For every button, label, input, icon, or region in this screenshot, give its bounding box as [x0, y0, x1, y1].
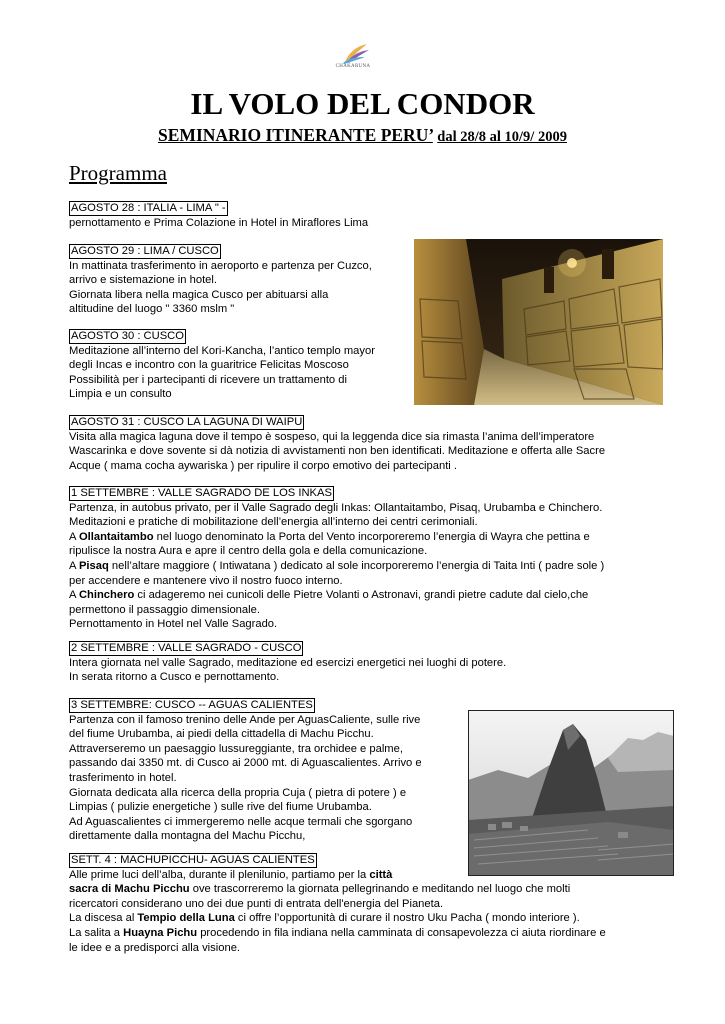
cusco-street-photo — [414, 239, 663, 405]
day-section — [69, 486, 604, 632]
text-run: Alle prime luci dell’alba, durante il plenilunio, partiamo per la — [69, 868, 370, 881]
text-run: Limpias ( pulizie energetiche ) sulle rive del fiume Urubamba. — [69, 801, 372, 814]
text-run: Giornata libera nella magica Cusco per abituarsi alla — [69, 288, 329, 301]
description-line — [69, 444, 605, 459]
description-line — [69, 559, 604, 574]
description-line — [69, 501, 604, 516]
description-line — [69, 373, 375, 388]
text-run: ci adageremo nei cunicoli delle Pietre Volanti o Astronavi, grandi pietre cadute dal cielo,che — [134, 589, 589, 602]
description-line — [69, 897, 606, 912]
text-run: Visita alla magica laguna dove il tempo è sospeso, qui la leggenda dice sia rimasta l’anima dell’imperatore — [69, 430, 595, 443]
description-line — [69, 216, 368, 231]
text-run: nell’altare maggiore ( Intiwatana ) dedicato al sole incorporeremo l’energia di Taita Inti ( padre sole ) — [108, 559, 605, 572]
text-run: Possibilità per i partecipanti di ricevere un trattamento di — [69, 373, 347, 386]
text-run: procedendo in fila indiana nella camminata di consapevolezza ci aiuta riordinare e — [197, 926, 606, 939]
day-heading: AGOSTO 28 : ITALIA - LIMA " - — [71, 202, 226, 214]
day-heading: AGOSTO 30 : CUSCO — [71, 330, 184, 342]
description-line — [69, 515, 604, 530]
day-section — [69, 201, 368, 230]
place-name: Ollantaitambo — [78, 530, 154, 543]
document-title: IL VOLO DEL CONDOR — [190, 86, 535, 121]
description-line — [69, 926, 606, 941]
place-name: Tempio della Luna — [137, 912, 235, 925]
text-run: Acque ( mama cocha aywariska ) per ripulire il corpo emotivo dei partecipanti . — [69, 459, 458, 472]
description-line — [69, 941, 606, 956]
text-run: per accendere e mantenere vivo il nostro fuoco interno. — [69, 574, 343, 587]
description-line — [69, 574, 604, 589]
description-line — [69, 815, 422, 830]
place-name: Chinchero — [78, 589, 135, 602]
place-name: sacra di Machu Picchu — [69, 883, 190, 896]
description-line — [69, 344, 375, 359]
text-run: nel luogo denominato la Porta del Vento incorporeremo l’energia di Wayra che pettina e — [153, 530, 590, 543]
text-run: A — [69, 530, 79, 543]
day-section — [69, 415, 605, 473]
text-run: ricercatori considerano uno dei due punti di entrata dell'energia del Pianeta. — [69, 897, 444, 910]
description-line — [69, 911, 606, 926]
description-line — [69, 603, 604, 618]
day-heading: 3 SETTEMBRE: CUSCO -- AGUAS CALIENTES — [71, 699, 313, 711]
description-line — [69, 742, 422, 757]
day-section — [69, 641, 506, 685]
description-line — [69, 430, 605, 445]
text-run: arrivo e sistemazione in hotel. — [69, 274, 217, 287]
description-line — [69, 617, 604, 632]
text-run: le idee e a predisporci alla visione. — [69, 941, 241, 954]
machu-picchu-photo — [468, 710, 674, 876]
text-run: trasferimento in hotel. — [69, 771, 177, 784]
text-run: pernottamento e Prima Colazione in Hotel in Miraflores Lima — [69, 216, 369, 229]
logo-wordmark: CHAKARUNA — [335, 64, 371, 69]
description-line — [69, 656, 506, 671]
description-line — [69, 273, 372, 288]
text-run: Pernottamento in Hotel nel Valle Sagrado. — [69, 618, 278, 631]
text-run: Meditazione all’interno del Kori-Kancha, l’antico templo mayor — [69, 344, 375, 357]
document-subtitle — [0, 124, 725, 148]
day-heading: AGOSTO 31 : CUSCO LA LAGUNA DI WAIPU — [71, 416, 303, 428]
day-heading: 2 SETTEMBRE : VALLE SAGRADO - CUSCO — [71, 642, 302, 654]
text-run: ci offre l’opportunità di curare il nostro Uku Pacha ( mondo interiore ). — [234, 912, 580, 925]
text-run: Meditazioni e pratiche di mobilitazione dell’energia all’interno dei centri cerimoniali. — [69, 516, 478, 529]
day-section — [69, 244, 372, 317]
description-line — [69, 727, 422, 742]
text-run: A — [69, 589, 79, 602]
description-line — [69, 387, 375, 402]
text-run: In mattinata trasferimento in aeroporto e partenza per Cuzco, — [69, 259, 372, 272]
chakaruna-logo — [331, 42, 375, 76]
subtitle-main: SEMINARIO ITINERANTE PERU’ — [158, 125, 433, 145]
description-line — [69, 588, 604, 603]
text-run: ove trascorreremo la giornata pellegrinando e meditando nel luogo che molti — [189, 883, 571, 896]
text-run: Attraverseremo un paesaggio lussureggiante, tra orchidee e palme, — [69, 742, 403, 755]
subtitle-dates: dal 28/8 al 10/9/ 2009 — [437, 129, 567, 145]
text-run: Partenza, in autobus privato, per il Valle Sagrado degli Inkas: Ollantaitambo, Pisaq, Urubamba e Chinchero. — [69, 501, 603, 514]
text-run: Partenza con il famoso trenino delle Ande per AguasCaliente, sulle rive — [69, 713, 421, 726]
condor-feather-icon — [331, 42, 375, 64]
description-line — [69, 800, 422, 815]
text-run: direttamente dalla montagna del Machu Picchu, — [69, 830, 306, 843]
day-heading: 1 SETTEMBRE : VALLE SAGRADO DE LOS INKAS — [71, 487, 332, 499]
text-run: La salita a — [69, 926, 124, 939]
description-line — [69, 530, 604, 545]
day-section — [69, 329, 375, 402]
text-run: del fiume Urubamba, ai piedi della cittadella di Machu Picchu. — [69, 728, 374, 741]
text-run: Wascarinka e dove sovente si dà notizia di avvistamenti non ben identificati. Meditazione e offerta alle Sacre — [69, 445, 606, 458]
description-line — [69, 756, 422, 771]
text-run: In serata ritorno a Cusco e pernottamento. — [69, 671, 280, 684]
programma-heading: Programma — [69, 161, 167, 185]
description-line — [69, 713, 422, 728]
description-line — [69, 288, 372, 303]
description-line — [69, 358, 375, 373]
text-run: A — [69, 559, 79, 572]
text-run: Ad Aguascalientes ci immergeremo nelle acque termali che sgorgano — [69, 815, 413, 828]
description-line — [69, 544, 604, 559]
day-heading: SETT. 4 : MACHUPICCHU- AGUAS CALIENTES — [71, 854, 315, 866]
text-run: permettono il passaggio dimensionale. — [69, 603, 260, 616]
description-line — [69, 670, 506, 685]
description-line — [69, 302, 372, 317]
description-line — [69, 459, 605, 474]
description-line — [69, 829, 422, 844]
text-run: Intera giornata nel valle Sagrado, meditazione ed esercizi energetici nei luoghi di potere. — [69, 656, 507, 669]
description-line — [69, 771, 422, 786]
place-name: Pisaq — [78, 559, 109, 572]
day-section — [69, 698, 422, 844]
description-line — [69, 882, 606, 897]
text-run: passando dai 3350 mt. di Cusco ai 2000 mt. di Aguascalientes. Arrivo e — [69, 757, 422, 770]
place-name: città — [369, 868, 393, 881]
text-run: Giornata dedicata alla ricerca della propria Cuja ( pietra di potere ) e — [69, 786, 407, 799]
place-name: Huayna Pichu — [123, 926, 198, 939]
text-run: altitudine del luogo " 3360 mslm " — [69, 303, 235, 316]
text-run: La discesa al — [69, 912, 138, 925]
description-line — [69, 259, 372, 274]
day-heading: AGOSTO 29 : LIMA / CUSCO — [71, 245, 219, 257]
text-run: ripulisce la nostra Aura e apre il centro della gola e della comunicazione. — [69, 545, 428, 558]
text-run: Limpia e un consulto — [69, 388, 172, 401]
description-line — [69, 786, 422, 801]
text-run: degli Incas e incontro con la guaritrice Felicitas Moscoso — [69, 359, 349, 372]
